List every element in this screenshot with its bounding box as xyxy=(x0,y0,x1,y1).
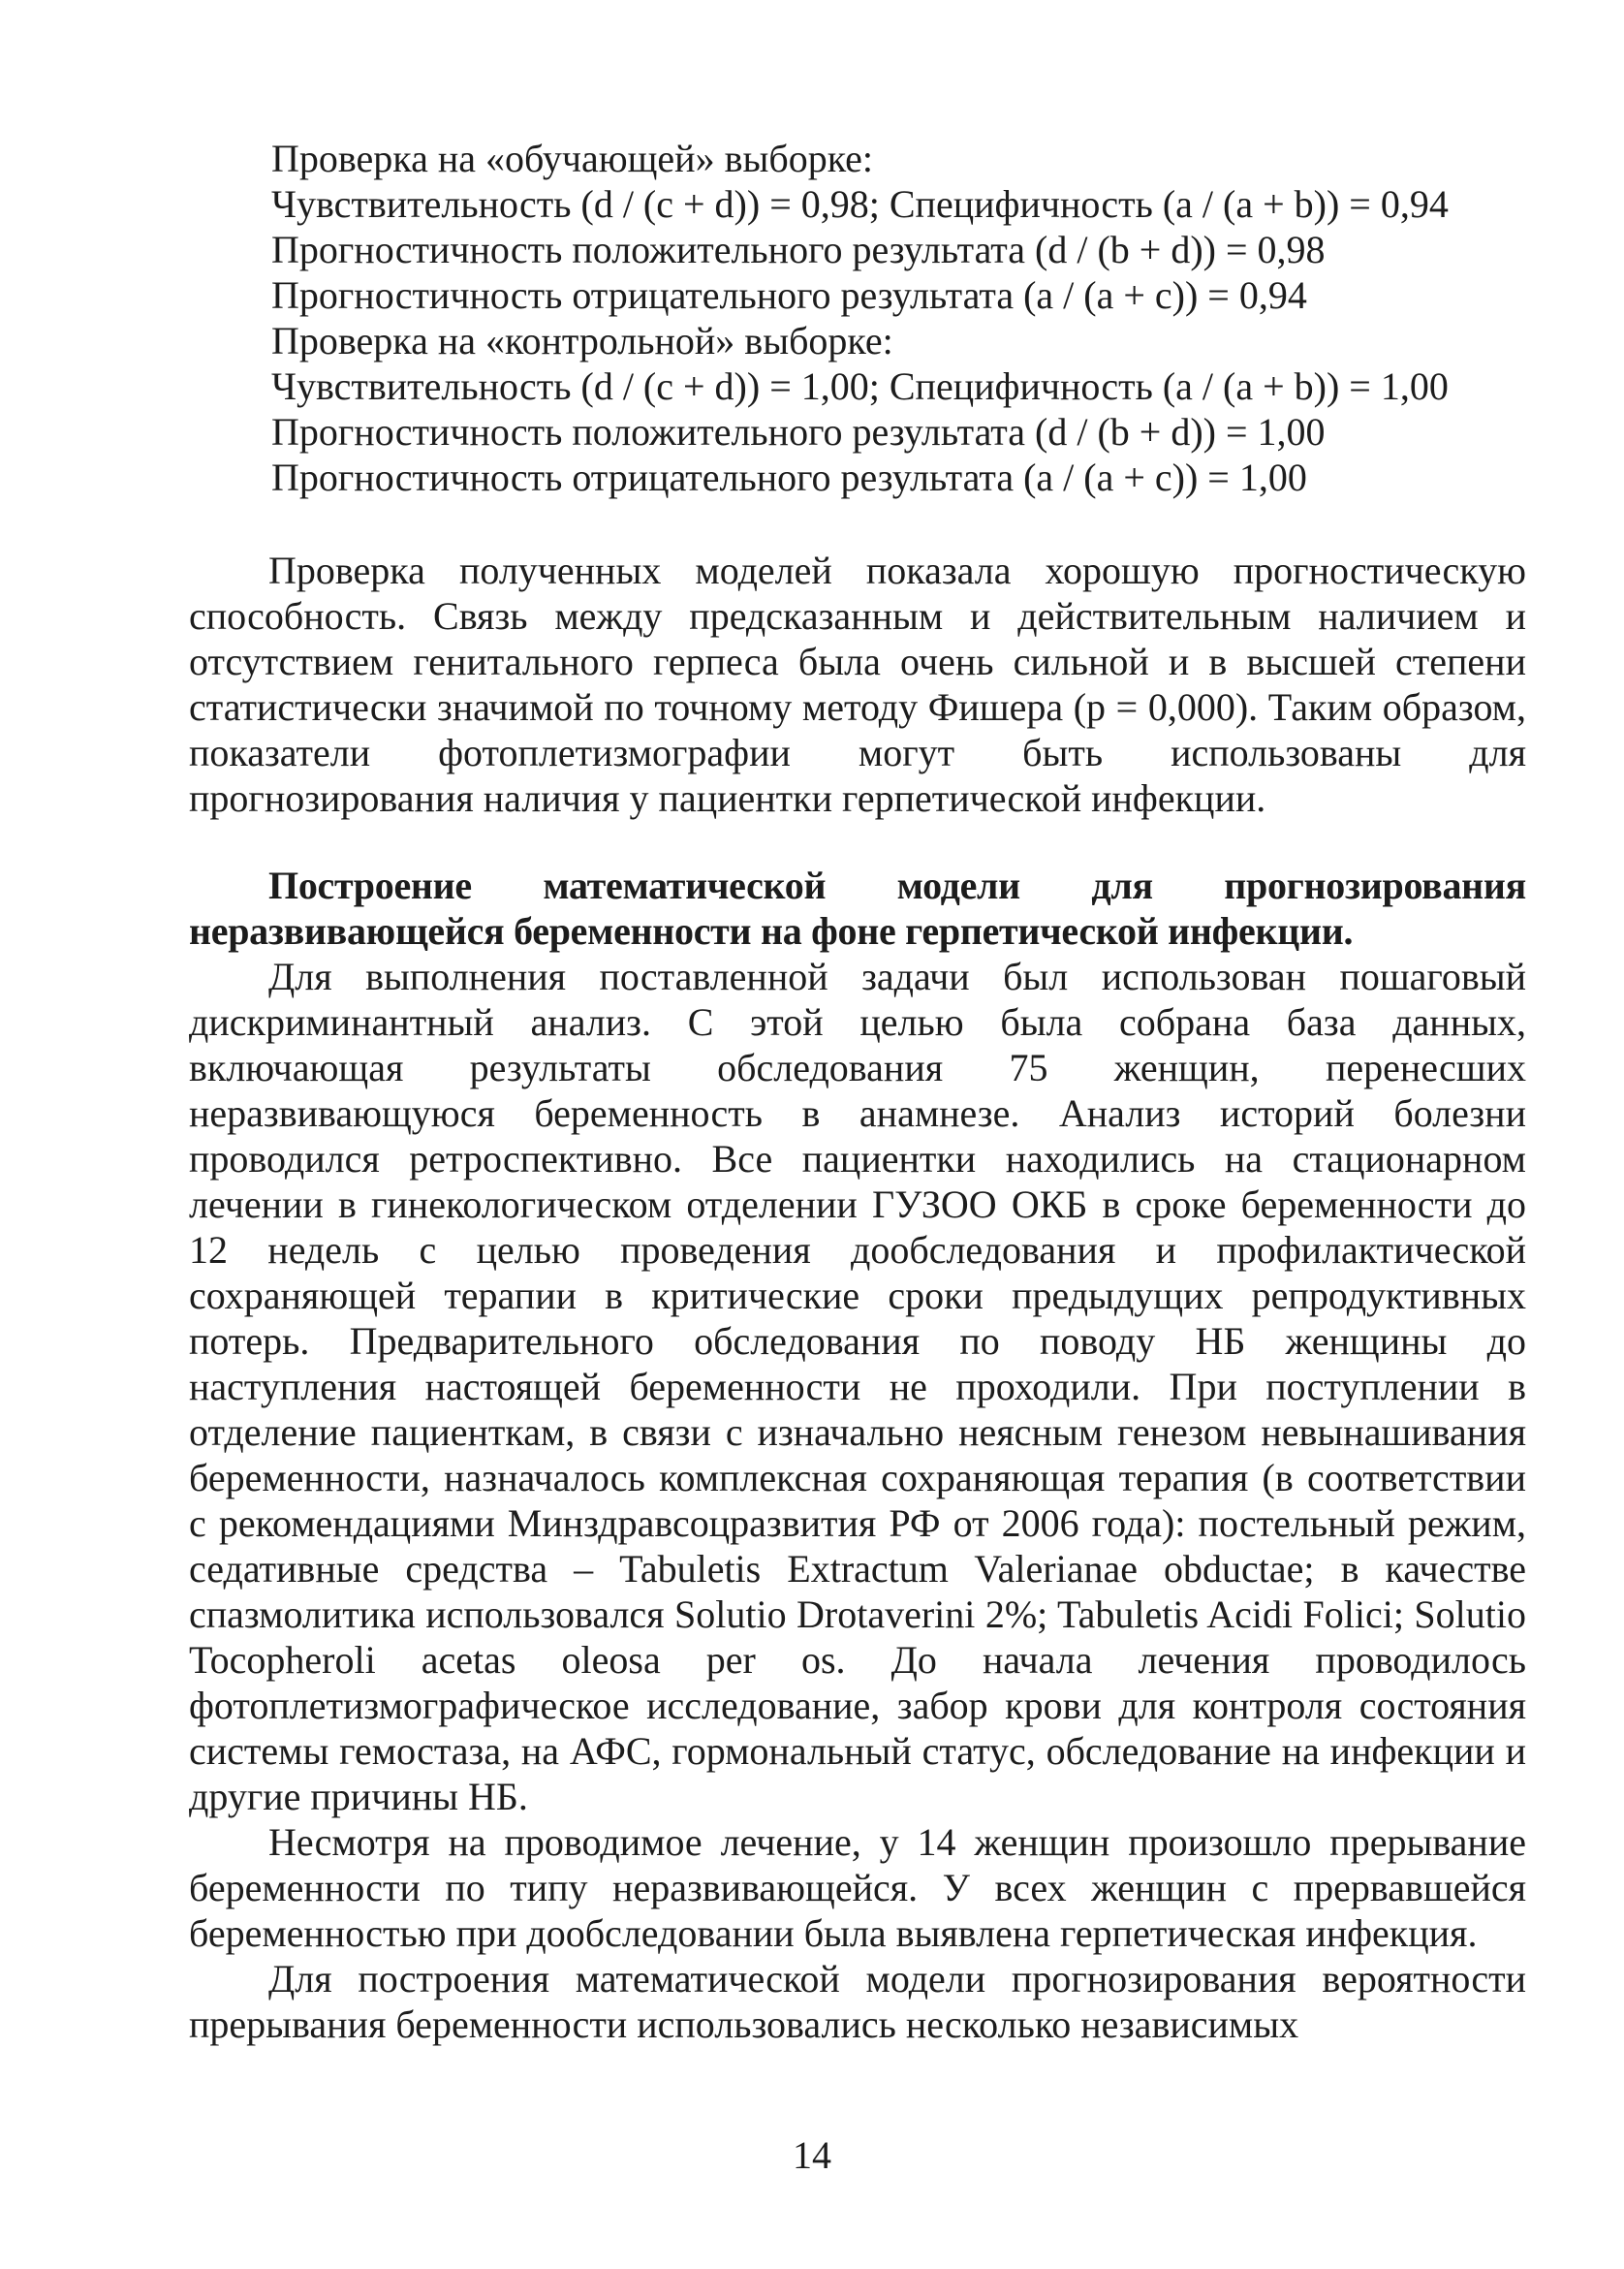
control-sample-heading: Проверка на «контрольной» выборке: xyxy=(271,319,893,362)
body-paragraph-model: Для построения математической модели прогнозирования вероятности прерывания беременности использовались несколько независимых xyxy=(189,1957,1526,2046)
training-positive-predictive-value: Прогностичность положительного результата (d / (b + d)) = 0,98 xyxy=(271,228,1326,271)
conclusion-block xyxy=(189,548,1526,821)
training-sample-heading: Проверка на «обучающей» выборке: xyxy=(271,137,873,180)
training-negative-predictive-value: Прогностичность отрицательного результата (a / (a + c)) = 0,94 xyxy=(271,273,1307,317)
section-block xyxy=(189,863,1526,2047)
training-sensitivity-specificity: Чувствительность (d / (c + d)) = 0,98; Специфичность (a / (a + b)) = 0,94 xyxy=(271,182,1449,226)
conclusion-paragraph: Проверка полученных моделей показала хорошую прогностическую способность. Связь между предсказанным и действительным наличием и отсутствием генитального герпеса была очень сильной и в высшей степени статистически значимой по точному методу Фишера (p = 0,000). Таким образом, показатели фотоплетизмографии могут быть использованы для прогнозирования наличия у пациентки герпетической инфекции. xyxy=(189,549,1526,820)
model-validation-metrics xyxy=(189,136,1526,500)
control-sensitivity-specificity: Чувствительность (d / (c + d)) = 1,00; Специфичность (a / (a + b)) = 1,00 xyxy=(271,364,1449,408)
control-negative-predictive-value: Прогностичность отрицательного результата (a / (a + c)) = 1,00 xyxy=(271,456,1307,499)
page-number: 14 xyxy=(793,2133,831,2177)
section-heading: Построение математической модели для прогнозирования неразвивающейся беременности на фоне герпетической инфекции. xyxy=(189,864,1526,953)
control-positive-predictive-value: Прогностичность положительного результата (d / (b + d)) = 1,00 xyxy=(271,410,1326,454)
body-paragraph-method: Для выполнения поставленной задачи был использован пошаговый дискриминантный анализ. С этой целью была собрана база данных, включающая результаты обследования 75 женщин, перенесших неразвивающуюся беременность в анамнезе. Анализ историй болезни проводился ретроспективно. Все пациентки находились на стационарном лечении в гинекологическом отделении ГУЗОО ОКБ в сроке беременности до 12 недель с целью проведения дообследования и профилактической сохраняющей терапии в критические сроки предыдущих репродуктивных потерь. Предварительного обследования по поводу НБ женщины до наступления настоящей беременности не проходили. При поступлении в отделение пациенткам, в связи с изначально неясным генезом невынашивания беременности, назначалось комплексная сохраняющая терапия (в соответствии с рекомендациями Минздравсоцразвития РФ от 2006 года): постельный режим, седативные средства – Tabuletis Extractum Valerianae obductae; в качестве спазмолитика использовался Solutio Drotaverini 2%; Tabuletis Acidi Folici; Solutio Tocopheroli acetas oleosa per os. До начала лечения проводилось фотоплетизмографическое исследование, забор крови для контроля состояния системы гемостаза, на АФС, гормональный статус, обследование на инфекции и другие причины НБ. xyxy=(189,955,1526,1818)
body-paragraph-outcome: Несмотря на проводимое лечение, у 14 женщин произошло прерывание беременности по типу неразвивающейся. У всех женщин с прервавшейся беременностью при дообследовании была выявлена герпетическая инфекция. xyxy=(189,1820,1526,1955)
